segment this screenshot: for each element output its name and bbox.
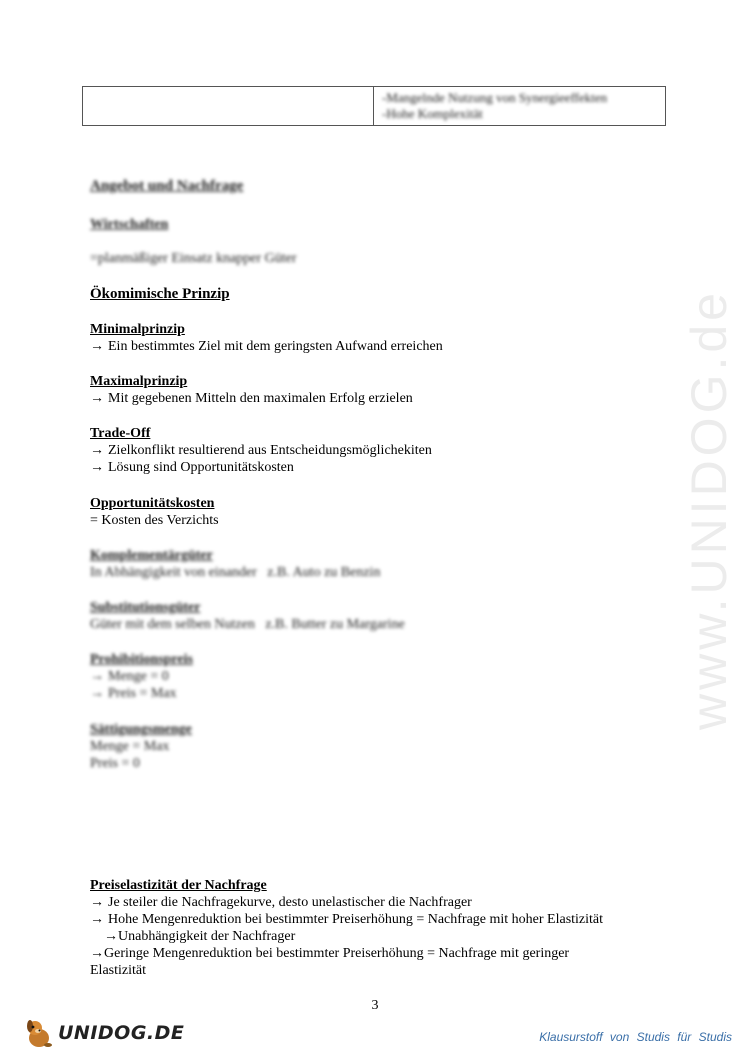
maximal-text: Mit gegebenen Mitteln den maximalen Erfolg erzielen [108,391,413,406]
footer-slogan: Klausurstoff von Studis für Studis [539,1030,732,1044]
elast-line-1 [90,894,670,911]
tradeoff-line-2 [90,459,670,476]
elast-text-2: Hohe Mengenreduktion bei bestimmter Preiserhöhung = Nachfrage mit hoher Elastizität [108,912,604,927]
saettigung-text-1: Menge = Max [90,739,170,754]
section-prohibitiv [90,651,670,702]
prohibitiv-text-2: Preis = Max [108,686,177,701]
arrow-icon: → [90,912,104,927]
arrow-icon: → [90,443,104,458]
substitution-text: Güter mit dem selben Nutzen z.B. Butter zu Margarine [90,617,405,632]
prinzip-heading: Ökomimische Prinzip [90,286,230,302]
tradeoff-line-1 [90,442,670,459]
arrow-icon: → [90,460,104,475]
elast-text-3: Unabhängigkeit der Nachfrager [118,929,296,944]
minimal-line [90,338,670,355]
komplement-heading: Komplementärgüter [90,548,213,563]
table-line-2: -Hohe Komplexität [382,106,483,121]
table-cell-right [374,87,665,125]
elast-line-2 [90,911,670,928]
section-minimal [90,321,670,355]
angebot-title: Angebot und Nachfrage [90,178,244,194]
elastizitaet-heading: Preiselastizität der Nachfrage [90,878,267,893]
tradeoff-text-1: Zielkonflikt resultierend aus Entscheidungsmöglichekiten [108,443,432,458]
section-opportunitaet [90,495,670,529]
saettigung-text-2: Preis = 0 [90,756,140,771]
page-number: 3 [371,998,379,1013]
logo-text: UNIDOG.DE [58,1022,185,1044]
table-cell-left [83,87,374,125]
prohibitiv-line-1 [90,668,670,685]
section-komplement [90,547,670,581]
arrow-icon: → [90,946,104,961]
table-line-1: -Mangelnde Nutzung von Synergieeffekten [382,90,608,105]
komplement-text: In Abhängigkeit von einander z.B. Auto zu Benzin [90,565,381,580]
arrow-icon: → [90,895,104,910]
section-elastizitaet [90,877,670,979]
arrow-icon: → [90,669,104,684]
section-angebot [90,178,670,195]
arrow-icon: → [90,339,104,354]
section-tradeoff [90,425,670,476]
top-table [82,86,666,126]
saettigung-heading: Sättigungsmenge [90,722,192,737]
prohibitiv-heading: Prohibitionspreis [90,652,193,667]
section-prinzip [90,286,670,303]
tradeoff-text-2: Lösung sind Opportunitätskosten [108,460,294,475]
minimal-text: Ein bestimmtes Ziel mit dem geringsten Aufwand erreichen [108,339,443,354]
section-maximal [90,373,670,407]
elast-text-4: Geringe Mengenreduktion bei bestimmter Preiserhöhung = Nachfrage mit geringer [104,946,570,961]
tradeoff-heading: Trade-Off [90,426,151,441]
maximal-line [90,390,670,407]
dog-icon [22,1016,56,1050]
minimal-heading: Minimalprinzip [90,322,185,337]
elast-text-1: Je steiler die Nachfragekurve, desto unelastischer die Nachfrager [108,895,472,910]
elast-line-4 [90,945,670,962]
arrow-icon: → [90,686,104,701]
watermark-text: www.UNIDOG.de [681,289,737,730]
section-substitution [90,599,670,633]
prohibitiv-line-2 [90,685,670,702]
prohibitiv-text-1: Menge = 0 [108,669,169,684]
elast-text-5: Elastizität [90,963,146,978]
opportunitaet-text: = Kosten des Verzichts [90,513,219,528]
wirtschaften-heading: Wirtschaften [90,217,169,232]
unidog-logo [22,1016,184,1050]
substitution-heading: Substitutionsgüter [90,600,201,615]
maximal-heading: Maximalprinzip [90,374,188,389]
arrow-icon: → [104,929,118,944]
wirtschaften-text: =planmäßiger Einsatz knapper Güter [90,251,297,266]
elast-line-3 [90,928,670,945]
opportunitaet-heading: Opportunitätskosten [90,496,215,511]
section-saettigung [90,721,670,772]
section-wirtschaften [90,216,670,267]
arrow-icon: → [90,391,104,406]
